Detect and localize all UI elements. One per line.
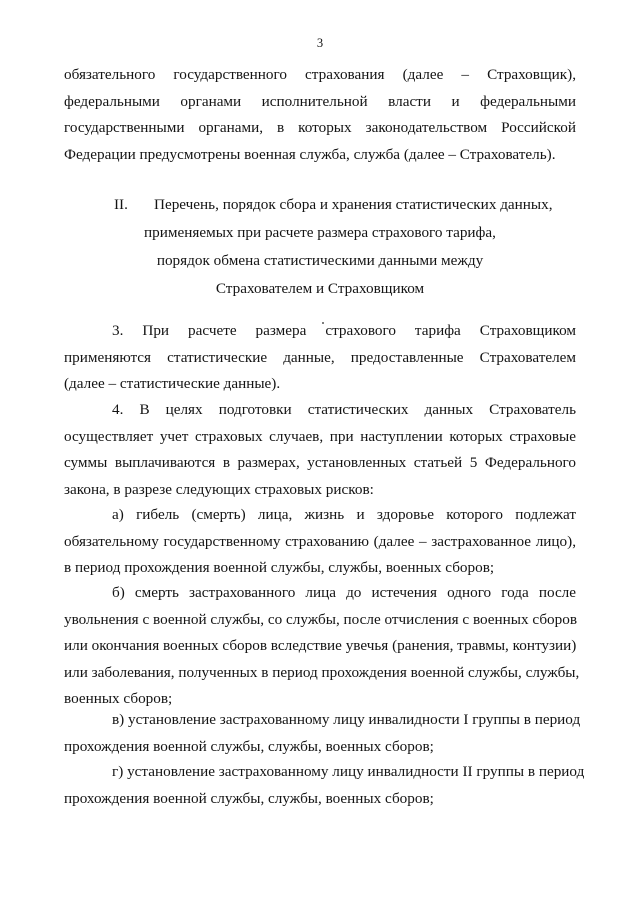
text-line: или заболевания, полученных в период прохождения военной службы, службы,	[64, 663, 580, 681]
text-line: увольнения с военной службы, со службы, после отчисления с военных сборов	[64, 610, 577, 628]
text-line: государственными органами, в которых законодательством Российской	[64, 119, 576, 136]
text-line: суммы выплачиваются в размерах, установленных статьей 5 Федерального	[64, 454, 576, 471]
heading-line	[0, 191, 640, 219]
text-line: 4. В целях подготовки статистических данных Страхователь	[112, 401, 576, 418]
text-line: федеральными органами исполнительной власти и федеральными	[64, 92, 576, 110]
paragraph-3	[64, 318, 576, 398]
text-line: 3. При расчете размера страхового тарифа Страховщиком	[112, 322, 576, 339]
heading-line: Страхователем и Страховщиком	[215, 280, 425, 297]
text-line: в период прохождения военной службы, службы, военных сборов;	[64, 559, 495, 576]
text-line: в) установление застрахованному лицу инвалидности I группы в период	[112, 711, 581, 728]
text-line: применяются статистические данные, предоставленные Страхователем	[64, 348, 576, 366]
heading-line-text: Перечень, порядок сбора и хранения статистических данных,	[154, 196, 553, 213]
text-line: прохождения военной службы, службы, военных сборов;	[64, 737, 434, 755]
list-item-b	[64, 580, 580, 713]
list-item-g	[64, 759, 585, 812]
heading-line: применяемых при расчете размера страхового тарифа,	[144, 224, 496, 241]
text-line: (далее – статистические данные).	[64, 375, 281, 392]
list-item-a	[64, 502, 576, 582]
text-line: закона, в разрезе следующих страховых рисков:	[64, 480, 374, 498]
heading-line: порядок обмена статистическими данными между	[156, 252, 484, 269]
text-line: обязательному государственному страхованию (далее – застрахованное лицо),	[64, 532, 576, 550]
text-line: а) гибель (смерть) лица, жизнь и здоровье которого подлежат	[112, 506, 576, 523]
text-line: прохождения военной службы, службы, военных сборов;	[64, 789, 434, 807]
page-number: 3	[316, 36, 324, 50]
list-item-v	[64, 707, 581, 760]
text-line: военных сборов;	[64, 690, 173, 707]
section-number: II.	[114, 196, 128, 213]
text-line: Федерации предусмотрены военная служба, служба (далее – Страхователь).	[64, 145, 556, 163]
text-line: осуществляет учет страховых случаев, при наступлении которых страховые	[64, 427, 576, 445]
paragraph-intro	[64, 62, 576, 168]
text-line: или окончания военных сборов вследствие увечья (ранения, травмы, контузии)	[64, 637, 577, 654]
text-line: г) установление застрахованному лицу инвалидности II группы в период	[112, 763, 585, 780]
text-line: б) смерть застрахованного лица до истечения одного года после	[112, 584, 576, 601]
text-line: обязательного государственного страхования (далее – Страховщик),	[64, 66, 576, 83]
paragraph-4	[64, 397, 576, 503]
section-heading	[0, 191, 640, 303]
